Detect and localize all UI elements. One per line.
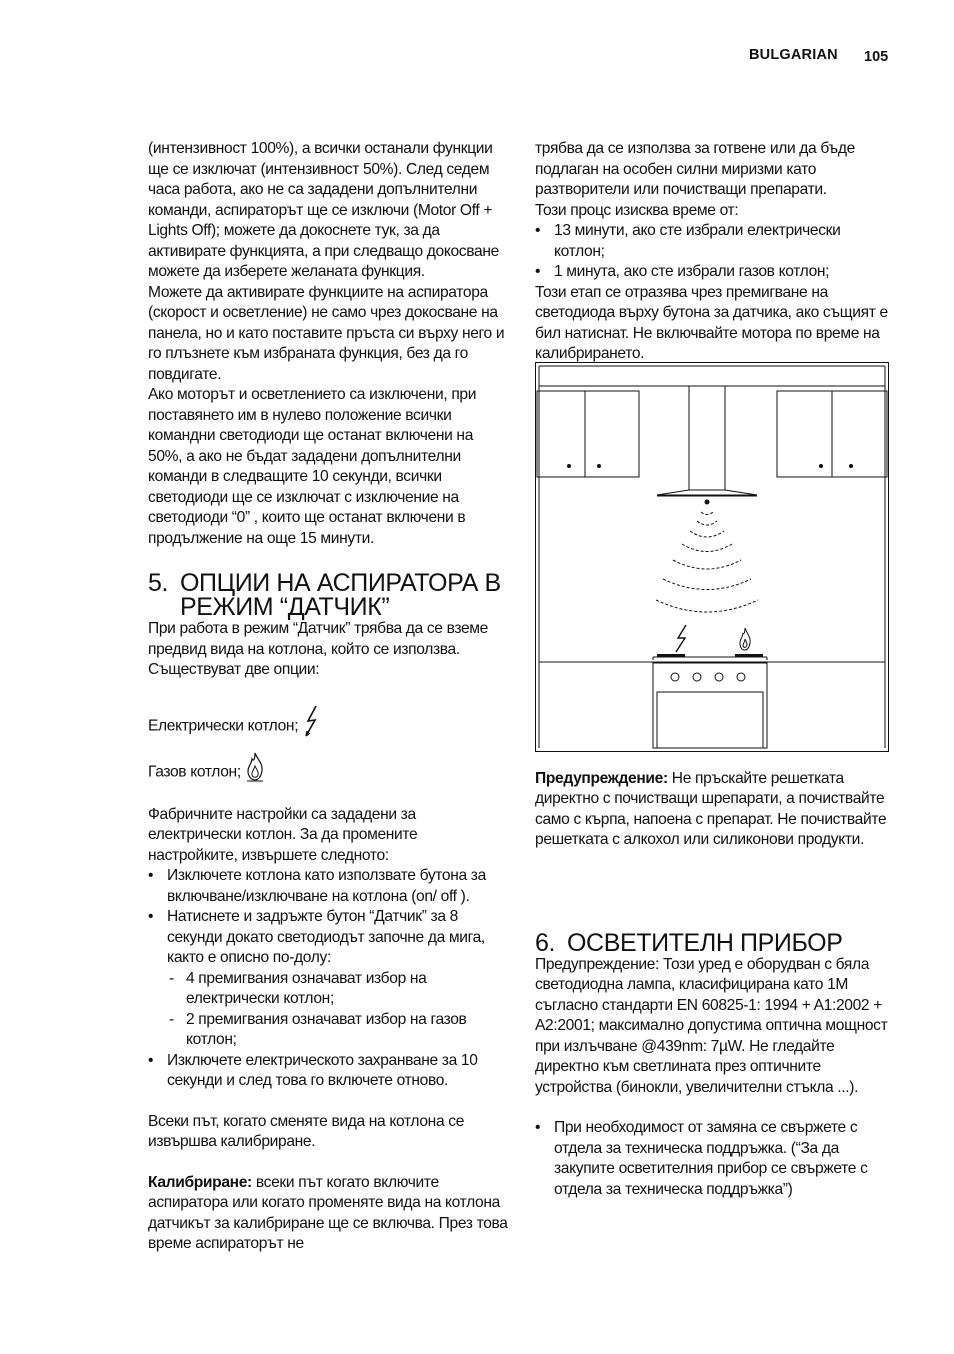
paragraph: трябва да се използва за готвене или да бъде подлаган на особен силни миризми като разтворители или почистващи препарати. bbox=[535, 140, 855, 198]
paragraph: (интензивност 100%), а всички останали функции ще се изключат (интензивност 50%). След седем часа работа, ако не са зададени допълнителни команди, аспираторът ще се изключи (Motor Off + Lights Off); можете да докоснете тук, за да активирате функцията, а при следващо докосване можете да изберете желаната функция. bbox=[148, 140, 499, 280]
list-item: • 1 минута, ако сте избрали газов котлон; bbox=[535, 262, 895, 283]
gas-flame-icon bbox=[245, 751, 265, 783]
hood-canopy bbox=[657, 490, 757, 495]
blink-options-list bbox=[167, 969, 508, 1051]
paragraph: Този етап се отразява чрез премигване на светодиода върху бутона за датчика, ако същият е бил натиснат. Не включвайте мотора по време на калибрирането. bbox=[535, 283, 888, 362]
section-5-heading bbox=[148, 571, 508, 619]
calibration-label: Калибриране: bbox=[148, 1173, 252, 1191]
section-number: 5. bbox=[148, 569, 169, 597]
calibration-note: Всеки път, когато сменяте вида на котлона се извършва калибриране. bbox=[148, 1112, 465, 1150]
section-title: ОСВЕТИТЕЛН ПРИБОР bbox=[567, 928, 843, 957]
list-item: • Изключете електрическото захранване за 10 секунди и след това го включете отново. bbox=[148, 1051, 508, 1092]
section-6-text: Предупреждение: Този уред е оборудван с бяла светодиодна лампа, класифицирана като 1M съгласно стандарти EN 60825-1: 1994 + A1:2002 + A2:2001; максимално допустима оптична мощност при излъчване @439nm: 7µW. Не гледайте директно към светлината през оптичните устройства (бинокли, увеличителни стъкла ...). bbox=[535, 955, 888, 1096]
section-title: ОПЦИИ НА АСПИРАТОРА В РЕЖИМ “ДАТЧИК” bbox=[180, 569, 501, 621]
factory-settings-text: Фабричните настройки са зададени за електрически котлон. За да промените настройките, извършете следното: bbox=[148, 805, 418, 864]
section-6-list bbox=[535, 1118, 895, 1200]
hood-chimney bbox=[689, 386, 725, 490]
settings-steps-list bbox=[148, 866, 508, 1092]
electric-option bbox=[148, 705, 508, 737]
list-item: • Изключете котлона като използвате бутона за включване/изключване на котлона (on/ off ). bbox=[148, 866, 508, 907]
warning-paragraph: Предупреждение: Не пръскайте решетката директно с почистващи шрепарати, а почиствайте само с кърпа, напоена с препарат. Не почиствайте решетката с алкохол или силиконови продукти. bbox=[535, 769, 887, 848]
calibration-paragraph: Калибриране: всеки път когато включите аспиратора или когато променяте вида на котлона датчикът за калибриране ще се включва. През това време аспираторът не bbox=[148, 1173, 508, 1252]
kitchen-hood-diagram bbox=[535, 362, 889, 752]
gas-label: Газов котлон; bbox=[148, 763, 241, 780]
list-item: • При необходимост от замяна се свържете с отдела за техническа поддръжка. (“За да закупите осветителния прибор се свържете с отдела за техническа поддръжка”) bbox=[535, 1118, 895, 1200]
oven-door bbox=[657, 692, 763, 748]
paragraph: Ако моторът и осветлението са изключени, при поставянето им в нулево положение всички командни светодиоди ще останат включени на 50%, а ако не бъдат зададени допълнителни команди в следващите 10 секунди, всички светодиоди ще се изключат с изключение на светодиоди “0” , които ще останат включени в продължение на още 15 минути. bbox=[148, 386, 477, 547]
lightning-icon bbox=[302, 705, 322, 737]
section-5-intro: При работа в режим “Датчик” трябва да се вземе предвид вида на котлона, който се използва. Съществуват две опции: bbox=[148, 620, 488, 678]
section-number: 6. bbox=[535, 928, 556, 957]
sensor-waves bbox=[656, 512, 758, 612]
oven bbox=[653, 663, 767, 748]
list-item: - 2 премигвания означават избор на газов котлон; bbox=[167, 1010, 508, 1051]
list-item: - 4 премигвания означават избор на електрически котлон; bbox=[167, 969, 508, 1010]
left-column bbox=[148, 139, 508, 1255]
gas-option bbox=[148, 751, 508, 783]
paragraph: Можете да активирате функциите на аспиратора (скорост и осветление) не само чрез докосване на панела, но и като поставите пръста си върху него и го плъзнете към избраната функция, без да го повдигате. bbox=[148, 283, 505, 383]
paragraph: Този процс изисква време от: bbox=[535, 201, 739, 219]
list-item: • 13 минути, ако сте избрали електрически котлон; bbox=[535, 221, 895, 262]
electric-label: Електрически котлон; bbox=[148, 717, 299, 734]
gas-flame-icon bbox=[740, 628, 750, 650]
page-number: 105 bbox=[864, 49, 889, 65]
warning-label: Предупреждение: bbox=[535, 769, 668, 787]
section-6-heading bbox=[535, 928, 895, 957]
left-wall-cabinet bbox=[537, 391, 639, 477]
lightning-icon bbox=[676, 625, 686, 652]
list-item: • Натиснете и задръжте бутон “Датчик” за 8 секунди докато светодиодът започне да мига, както е описно по-долу: - 4 премигвания означават избор на електрически котлон; - 2 премигвания означават избор на газов котлон; bbox=[148, 907, 508, 1051]
header-language: BULGARIAN bbox=[749, 47, 838, 63]
time-list bbox=[535, 221, 895, 283]
